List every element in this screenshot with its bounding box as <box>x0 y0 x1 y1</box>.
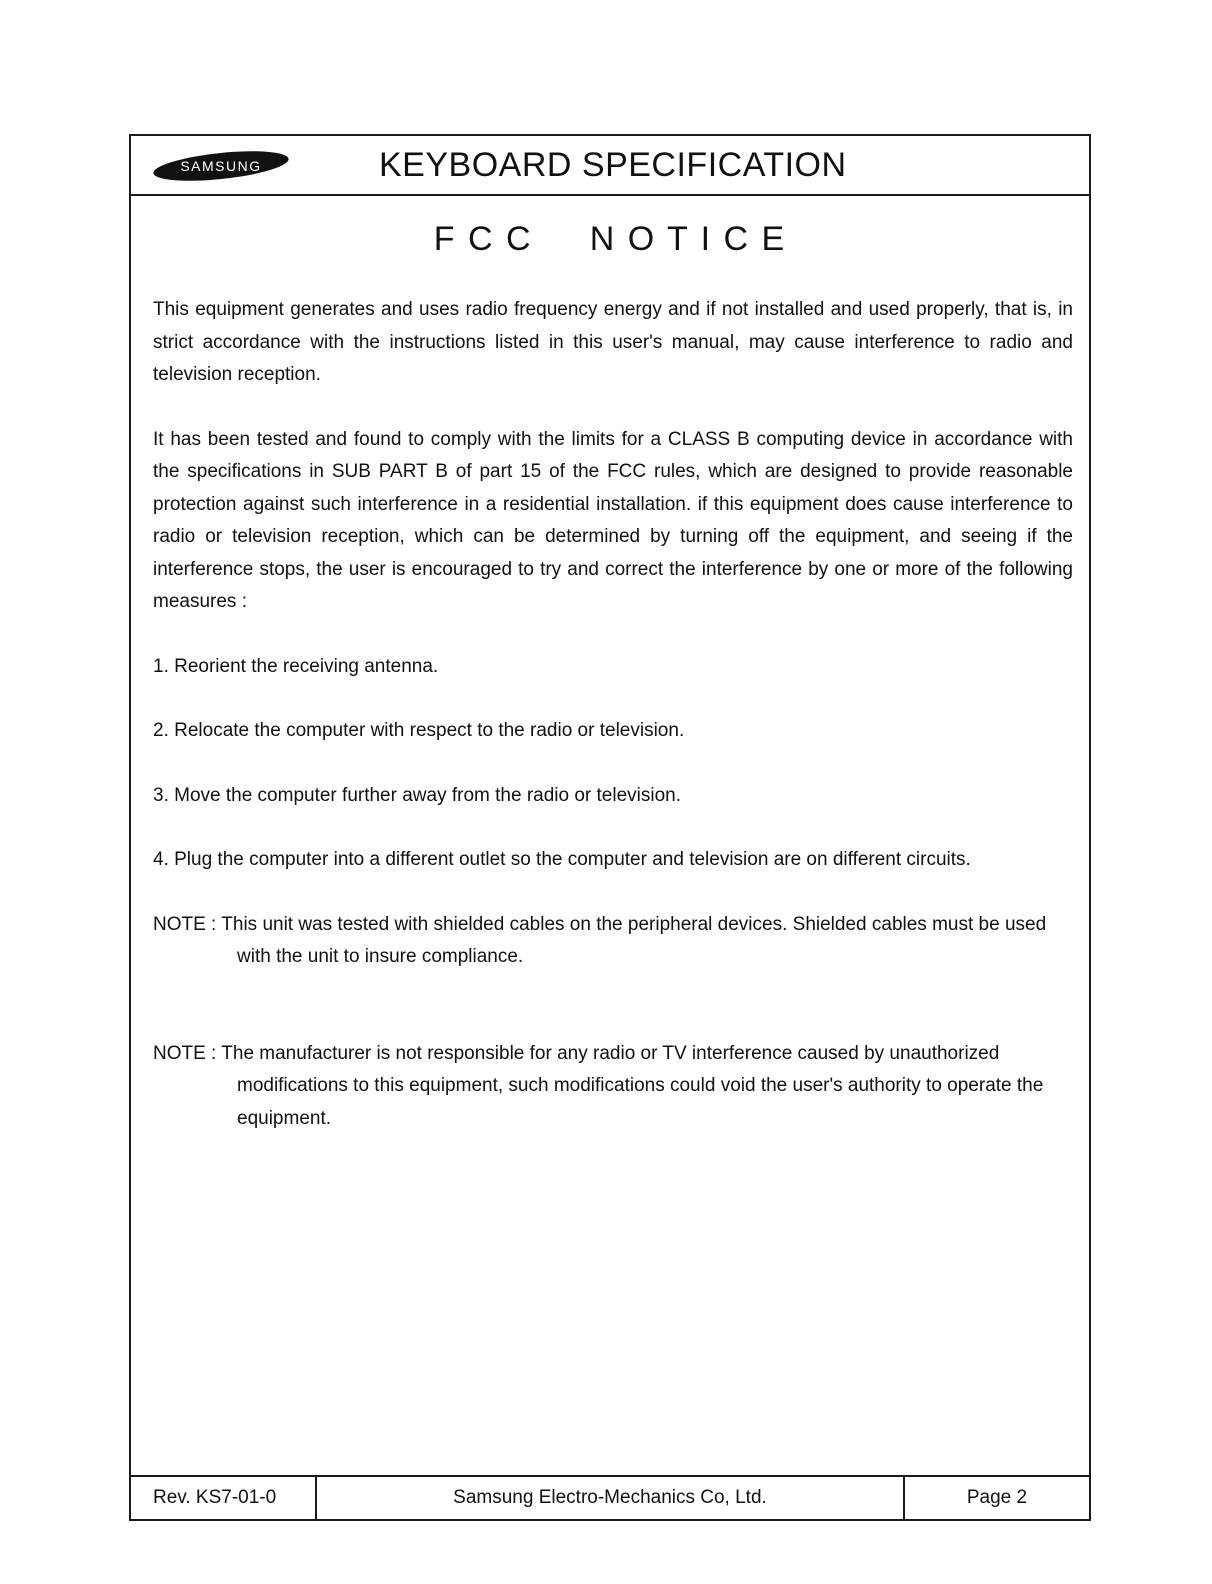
note-manufacturer: NOTE : The manufacturer is not responsible for any radio or TV interference caused by unauthorized modifications to this equipment, such modifications could void the user's authority to operate the equipment. <box>153 1042 1044 1129</box>
measure-item: 1. Reorient the receiving antenna. <box>153 655 439 677</box>
document-title: KEYBOARD SPECIFICATION <box>379 146 847 184</box>
measure-item: 2. Relocate the computer with respect to the radio or television. <box>153 720 685 741</box>
company-name: Samsung Electro-Mechanics Co, Ltd. <box>317 1477 905 1519</box>
logo-text: SAMSUNG <box>180 158 262 174</box>
measure-item: 3. Move the computer further away from the radio or television. <box>153 784 682 806</box>
document-header <box>131 136 1089 196</box>
compliance-paragraph: It has been tested and found to comply with the limits for a CLASS B computing device in accordance with the specifications in SUB PART B of part 15 of the FCC rules, which are designed to provide reasonable protection against such interference in a residential installation. if this equipment does cause interference to radio or television reception, which can be determined by turning off the equipment, and seeing if the interference stops, the user is encouraged to try and correct the interference by one or more of the following measures : <box>153 428 1073 612</box>
note-shielded-cables: NOTE : This unit was tested with shielded cables on the peripheral devices. Shielded cables must be used with the unit to insure compliance. <box>153 913 1047 967</box>
measure-item: 4. Plug the computer into a different outlet so the computer and television are on different circuits. <box>153 849 971 870</box>
document-frame <box>129 134 1091 1521</box>
revision-number: Rev. KS7-01-0 <box>131 1477 317 1519</box>
notice-body <box>153 294 1073 1167</box>
page-number: Page 2 <box>966 1487 1028 1508</box>
intro-paragraph: This equipment generates and uses radio frequency energy and if not installed and used properly, that is, in strict accordance with the instructions listed in this user's manual, may cause interference to radio and television reception. <box>153 299 1073 385</box>
section-title: F C C N O T I C E <box>433 220 787 258</box>
document-footer <box>131 1475 1089 1519</box>
samsung-logo <box>151 150 291 182</box>
